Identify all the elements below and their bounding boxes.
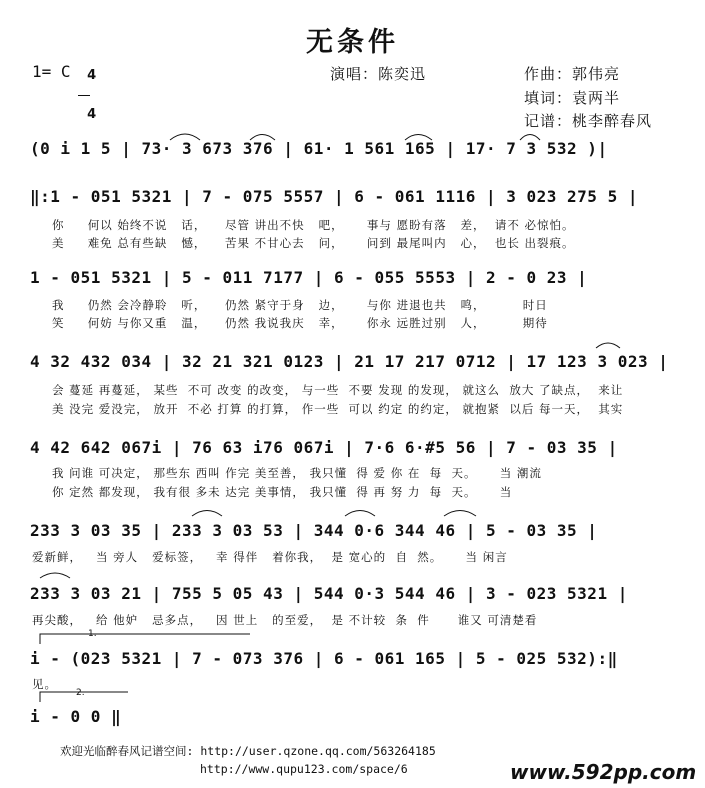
system-3-lyric-1: 会 蔓延 再蔓延， 某些 不可 改变 的改变， 与一些 不要 发现 的发现， 就这么 放大 了缺点， 来让 [52, 383, 624, 397]
composer-credit: 作曲：郭伟亮 [524, 65, 621, 83]
system-7-notes: i - (023 5321 | 7 - 073 376 | 6 - 061 165 | 5 - 025 532):‖ [30, 649, 618, 668]
system-2-lyric-2: 笑 何妨 与你又重 温， 仍然 我说我庆 幸， 你永 远胜过别 人， 期待 [52, 316, 548, 330]
brand-watermark: www.592pp.com [510, 760, 697, 784]
system-5-notes: 233 3 03 35 | 233 3 03 53 | 344 0·6 344 46 | 5 - 03 35 | [30, 521, 598, 540]
system-1-lyric-2: 美 难免 总有些缺 憾， 苦果 不甘心去 问， 问到 最尾叫内 心， 也长 出裂痕。 [52, 236, 575, 250]
system-8-notes: i - 0 0 ‖ [30, 707, 122, 726]
time-sig-bottom: 4 [87, 107, 97, 122]
ending-2-label: 2. [76, 688, 85, 698]
system-5-lyric-1: 爱新鲜， 当 旁人 爱标签， 幸 得伴 着你我， 是 宽心的 自 然。 当 闲言 [32, 550, 508, 564]
footer-line-1: 欢迎光临醉春风记谱空间: http://user.qzone.qq.com/563264185 [60, 744, 436, 758]
lyricist-credit: 填词：袁两半 [524, 89, 621, 107]
system-6-lyric-1: 再尖酸， 给 他妒 忌多点， 因 世上 的至爱， 是 不计较 条 件 谁又 可清楚看 [32, 613, 538, 627]
system-2-notes: 1 - 051 5321 | 5 - 011 7177 | 6 - 055 5553 | 2 - 0 23 | [30, 268, 588, 287]
sheet-title: 无条件 [306, 27, 399, 58]
intro-line: (0 i 1 5 | 73· 3 673 376 | 61· 1 561 165 | 17· 7 3 532 )| [30, 139, 608, 158]
ending-1-label: 1. [88, 629, 97, 639]
footer-line-2: http://www.qupu123.com/space/6 [200, 762, 408, 776]
system-2-lyric-1: 我 仍然 会冷静聆 听， 仍然 紧守于身 边， 与你 进退也共 鸣， 时日 [52, 298, 548, 312]
time-sig-top: 4 [87, 68, 97, 83]
system-3-lyric-2: 美 没完 爱没完， 放开 不必 打算 的打算， 作一些 可以 约定 的约定， 就抱紧 以后 每一天， 其实 [52, 402, 624, 416]
system-4-notes: 4 42 642 067i | 76 63 i76 067i | 7·6 6·#5 56 | 7 - 03 35 | [30, 438, 618, 457]
system-1-lyric-1: 你 何以 始终不说 话， 尽管 讲出不快 吧， 事与 愿盼有落 差， 请不 必惊怕。 [52, 218, 575, 232]
system-3-notes: 4 32 432 034 | 32 21 321 0123 | 21 17 217 0712 | 17 123 3 023 | [30, 352, 669, 371]
system-4-lyric-1: 我 问谁 可决定， 那些东 西叫 作完 美至善， 我只懂 得 爱 你 在 每 天。 当 潮流 [52, 466, 542, 480]
key-signature: 1= C [32, 62, 71, 81]
transcriber-credit: 记谱：桃李醉春风 [524, 112, 653, 130]
system-4-lyric-2: 你 定然 都发现， 我有很 多未 达完 美事情， 我只懂 得 再 努 力 每 天。 当 [52, 485, 513, 499]
singer-credit: 演唱：陈奕迅 [330, 65, 427, 83]
system-1-notes: ‖:1 - 051 5321 | 7 - 075 5557 | 6 - 061 1116 | 3 023 275 5 | [30, 187, 638, 206]
system-7-lyric-1: 见。 [32, 677, 57, 691]
system-6-notes: 233 3 03 21 | 755 5 05 43 | 544 0·3 544 46 | 3 - 023 5321 | [30, 584, 628, 603]
